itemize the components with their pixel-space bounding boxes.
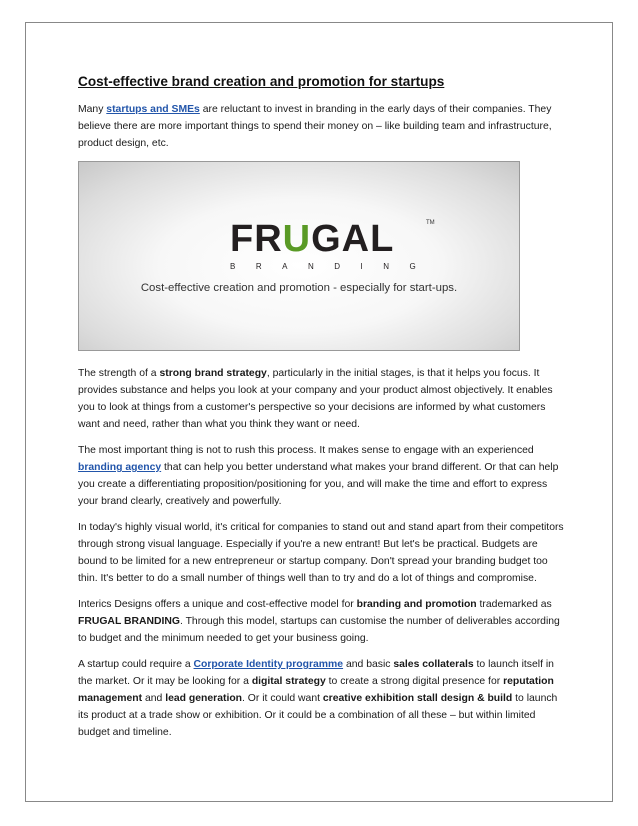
frugal-branding-image bbox=[78, 161, 520, 351]
startups-smes-link[interactable]: startups and SMEs bbox=[106, 104, 200, 115]
bold-text: digital strategy bbox=[251, 676, 326, 687]
text: . Through this model, startups can customise the number of deliverables according to budget and the minimum needed to get your business going. bbox=[78, 616, 560, 644]
text: are reluctant to invest in branding in the early days of their companies. They believe there are more important things to spend their money on – like building team and infrastructure, product design, etc. bbox=[78, 104, 552, 149]
bold-text: reputation management bbox=[78, 676, 554, 704]
text: to launch itself in the market. Or it may be looking for a bbox=[78, 659, 554, 687]
text: The most important thing is not to rush this process. It makes sense to engage with an experienced bbox=[78, 445, 534, 456]
interics-paragraph bbox=[78, 596, 568, 647]
strategy-paragraph bbox=[78, 365, 568, 433]
bold-text: branding and promotion bbox=[356, 599, 477, 610]
text: trademarked as bbox=[476, 599, 552, 610]
bold-text: sales collaterals bbox=[393, 659, 474, 670]
logo-text: GAL bbox=[311, 218, 395, 260]
text: . Or it could want bbox=[242, 693, 323, 704]
bold-text: strong brand strategy bbox=[159, 368, 267, 379]
logo-text: FR bbox=[230, 218, 283, 260]
text: Interics Designs offers a unique and cost-effective model for bbox=[78, 599, 357, 610]
text: to create a strong digital presence for bbox=[325, 676, 504, 687]
image-tagline: Cost-effective creation and promotion - especially for start-ups. bbox=[140, 282, 458, 294]
frugal-logo bbox=[230, 220, 394, 258]
text: A startup could require a bbox=[78, 659, 194, 670]
page-title: Cost-effective brand creation and promotion for startups bbox=[78, 74, 445, 89]
text: Many bbox=[78, 104, 107, 115]
trademark-mark: TM bbox=[426, 220, 435, 226]
text: that can help you better understand what makes your brand different. Or that can help you create a differentiating proposition/positioning for you, and will make the time and effort to express your brand clearly, creatively and powerfully. bbox=[78, 462, 559, 507]
text: to launch its product at a trade show or exhibition. Or it could be a combination of all these – but within limited budget and timeline. bbox=[78, 693, 558, 738]
text: and basic bbox=[343, 659, 394, 670]
bold-text: creative exhibition stall design & build bbox=[322, 693, 513, 704]
logo-text-green: U bbox=[282, 218, 312, 260]
text: and bbox=[142, 693, 166, 704]
bold-text: FRUGAL BRANDING bbox=[78, 616, 180, 627]
startup-paragraph bbox=[78, 656, 568, 741]
agency-paragraph bbox=[78, 442, 568, 510]
text: The strength of a bbox=[78, 368, 160, 379]
text: , particularly in the initial stages, is that it helps you focus. It provides substance and helps you look at your company and your product almost objectively. It enables you to look at things from a customer's perspective so your decisions are informed by what customers want and need, rather than what you think they want or need. bbox=[78, 368, 553, 430]
logo-subtitle: BRANDING bbox=[230, 262, 437, 271]
visual-paragraph: In today's highly visual world, it's critical for companies to stand out and stand apart from their competitors through strong visual language. Especially if you're a new entrant! But let's be practical. Budgets are bound to be limited for a new entrepreneur or startup company. Don't spread your branding budget too thin. It's better to do a small number of things well than to try and do a lot of things and compromise. bbox=[78, 522, 564, 584]
branding-agency-link[interactable]: branding agency bbox=[78, 462, 162, 473]
document-body bbox=[78, 73, 568, 750]
corporate-identity-link[interactable]: Corporate Identity programme bbox=[193, 659, 344, 670]
bold-text: lead generation bbox=[165, 693, 243, 704]
intro-paragraph bbox=[78, 101, 568, 152]
